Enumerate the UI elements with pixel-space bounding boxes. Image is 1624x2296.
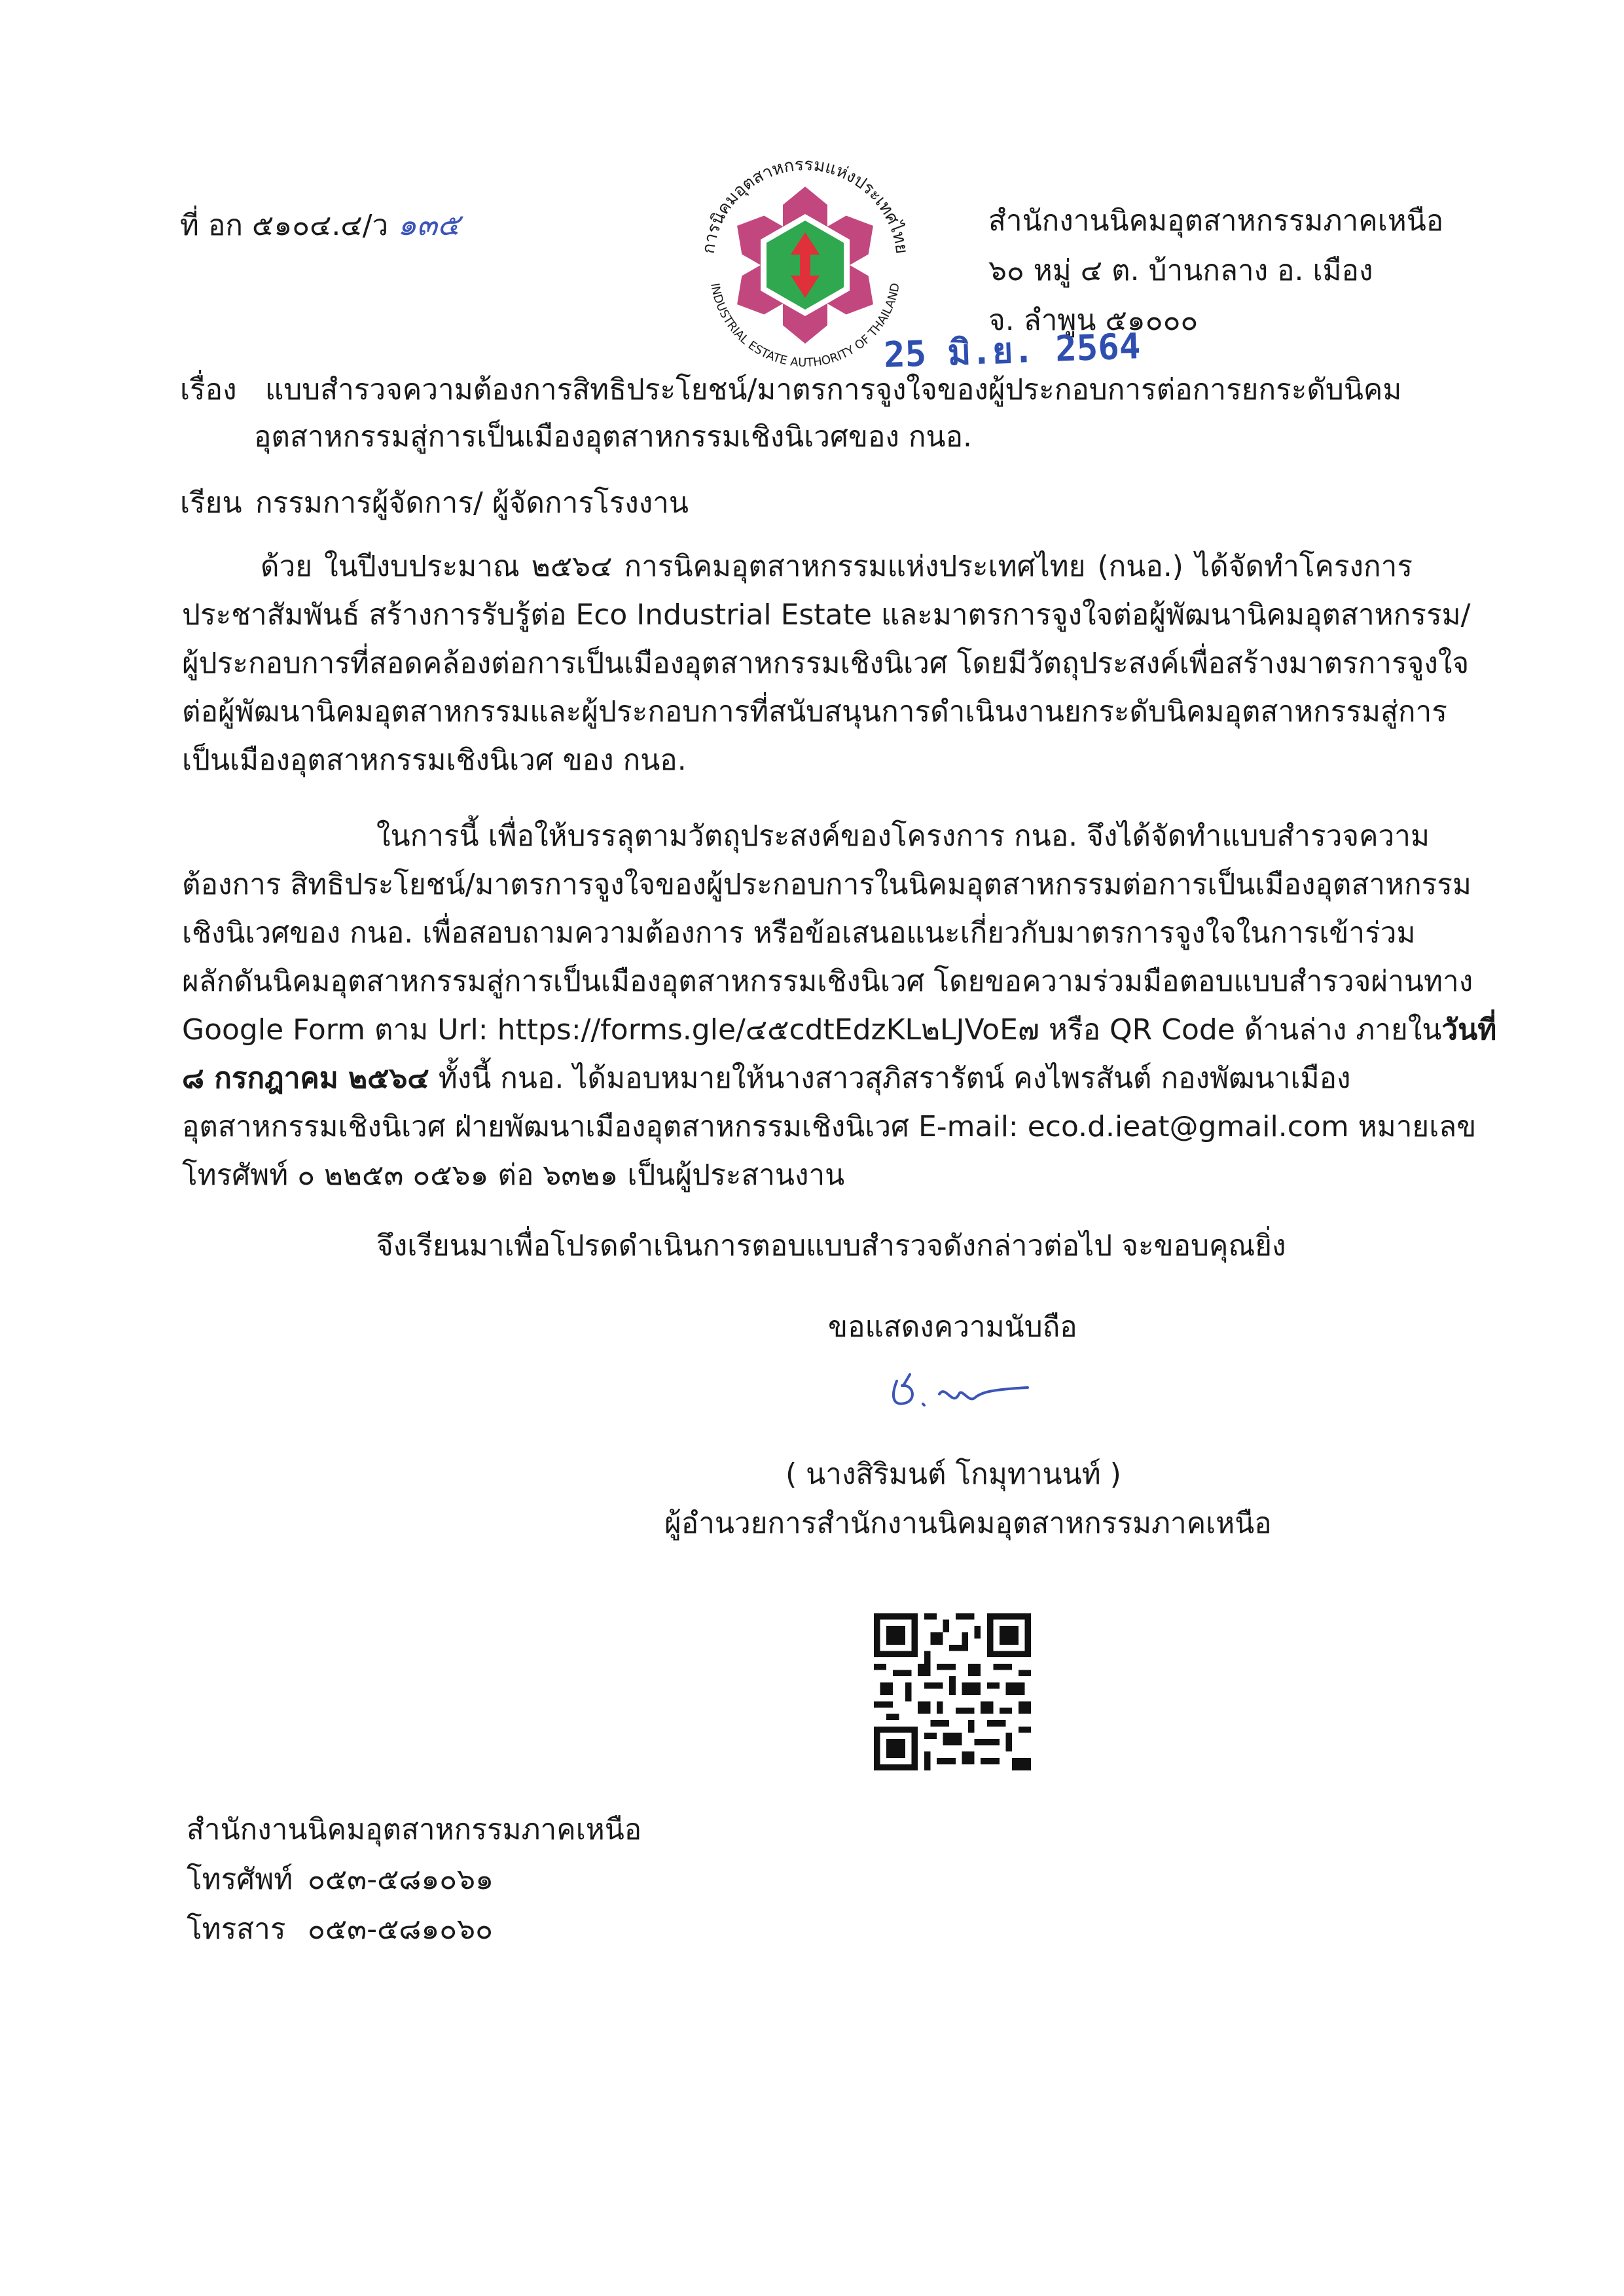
para1-line-1: ด้วย ในปีงบประมาณ ๒๕๖๔ การนิคมอุตสาหกรรมแห่งประเทศไทย (กนอ.) ได้จัดทำโครงการ	[261, 550, 1413, 583]
footer-phone-label: โทรศัพท์	[187, 1863, 293, 1896]
para2-line-6-text: ทั้งนี้ กนอ. ได้มอบหมายให้นางสาวสุภิสรารัตน์ คงไพรสันต์ กองพัฒนาเมือง	[429, 1062, 1351, 1095]
para2-line-7: อุตสาหกรรมเชิงนิเวศ ฝ่ายพัฒนาเมืองอุตสาหกรรมเชิงนิเวศ E-mail: eco.d.ieat@gmail.com หมายเลข	[182, 1110, 1477, 1143]
subject-label: เรื่อง	[180, 373, 237, 406]
recipient-label: เรียน	[180, 486, 242, 520]
signatory-name: ( นางสิริมนต์ โกมุทานนท์ )	[785, 1458, 1121, 1491]
qr-code[interactable]	[874, 1613, 1031, 1770]
address-line-3: จ. ลำพูน ๕๑๐๐๐	[988, 304, 1199, 337]
address-line-1: สำนักงานนิคมอุตสาหกรรมภาคเหนือ	[988, 204, 1444, 238]
para2-line-4: ผลักดันนิคมอุตสาหกรรมสู่การเป็นเมืองอุตสาหกรรมเชิงนิเวศ โดยขอความร่วมมือตอบแบบสำรวจผ่านทาง	[182, 965, 1473, 998]
deadline-label: วันที่	[1441, 1013, 1497, 1047]
para2-line-5	[182, 1012, 1496, 1049]
signatory-position: ผู้อำนวยการสำนักงานนิคมอุตสาหกรรมภาคเหนือ	[664, 1507, 1272, 1540]
footer-phone: ๐๕๓-๕๘๑๐๖๑	[308, 1863, 494, 1896]
para2-line-3: เชิงนิเวศของ กนอ. เพื่อสอบถามความต้องการ หรือข้อเสนอแนะเกี่ยวกับมาตรการจูงใจในการเข้าร่วม	[182, 916, 1416, 950]
para1-line-3: ผู้ประกอบการที่สอดคล้องต่อการเป็นเมืองอุตสาหกรรมเชิงนิเวศ โดยมีวัตถุประสงค์เพื่อสร้างมาตรการจูงใจ	[182, 647, 1470, 680]
para1-line-5: เป็นเมืองอุตสาหกรรมเชิงนิเวศ ของ กนอ.	[182, 744, 687, 777]
para2-line-8: โทรศัพท์ ๐ ๒๒๕๓ ๐๕๖๑ ต่อ ๖๓๒๑ เป็นผู้ประสานงาน	[182, 1158, 845, 1192]
footer-office: สำนักงานนิคมอุตสาหกรรมภาคเหนือ	[187, 1813, 642, 1846]
subject-line-1: แบบสำรวจความต้องการสิทธิประโยชน์/มาตรการจูงใจของผู้ประกอบการต่อการยกระดับนิคม	[265, 373, 1402, 406]
recipient-text: กรรมการผู้จัดการ/ ผู้จัดการโรงงาน	[255, 486, 689, 520]
para2-line-2: ต้องการ สิทธิประโยชน์/มาตรการจูงใจของผู้ประกอบการในนิคมอุตสาหกรรมต่อการเป็นเมืองอุตสาหกรรม	[182, 868, 1471, 901]
para1-line-4: ต่อผู้พัฒนานิคมอุตสาหกรรมและผู้ประกอบการที่สนับสนุนการดำเนินงานยกระดับนิคมอุตสาหกรรมสู่การ	[182, 695, 1447, 728]
closing-paragraph: จึงเรียนมาเพื่อโปรดดำเนินการตอบแบบสำรวจดังกล่าวต่อไป จะขอบคุณยิ่ง	[376, 1229, 1286, 1263]
para1-line-2: ประชาสัมพันธ์ สร้างการรับรู้ต่อ Eco Industrial Estate และมาตรการจูงใจต่อผู้พัฒนานิคมอุตสาหกรรม/	[182, 598, 1471, 632]
para2-line-5-text: Google Form ตาม Url: https://forms.gle/๔๕cdtEdzKL๒LJVoE๗ หรือ QR Code ด้านล่าง ภายใน	[182, 1013, 1442, 1047]
footer-fax: ๐๕๓-๕๘๑๐๖๐	[308, 1912, 493, 1946]
subject-line-2: อุตสาหกรรมสู่การเป็นเมืองอุตสาหกรรมเชิงนิเวศของ กนอ.	[254, 420, 973, 454]
address-line-2: ๖๐ หมู่ ๔ ต. บ้านกลาง อ. เมือง	[988, 254, 1373, 287]
closing-salutation: ขอแสดงความนับถือ	[828, 1310, 1077, 1344]
para2-line-1: ในการนี้ เพื่อให้บรรลุตามวัตถุประสงค์ของโครงการ กนอ. จึงได้จัดทำแบบสำรวจความ	[376, 819, 1430, 853]
logo-text-bottom: INDUSTRIAL ESTATE AUTHORITY OF THAILAND	[708, 281, 903, 370]
footer-fax-label: โทรสาร	[187, 1912, 286, 1946]
logo-text-top: การนิคมอุตสาหกรรมแห่งประเทศไทย	[698, 154, 912, 255]
received-date-stamp: 25 มิ.ย. 2564	[883, 325, 1142, 376]
ref-number	[180, 206, 460, 244]
signature	[877, 1358, 1047, 1430]
ref-number-printed: ที่ อก ๕๑๐๔.๔/ว	[180, 209, 389, 242]
deadline-date: ๘ กรกฎาคม ๒๕๖๔	[182, 1062, 429, 1095]
para2-line-6	[182, 1060, 1351, 1097]
ref-number-handwritten: ๑๓๕	[397, 207, 460, 242]
